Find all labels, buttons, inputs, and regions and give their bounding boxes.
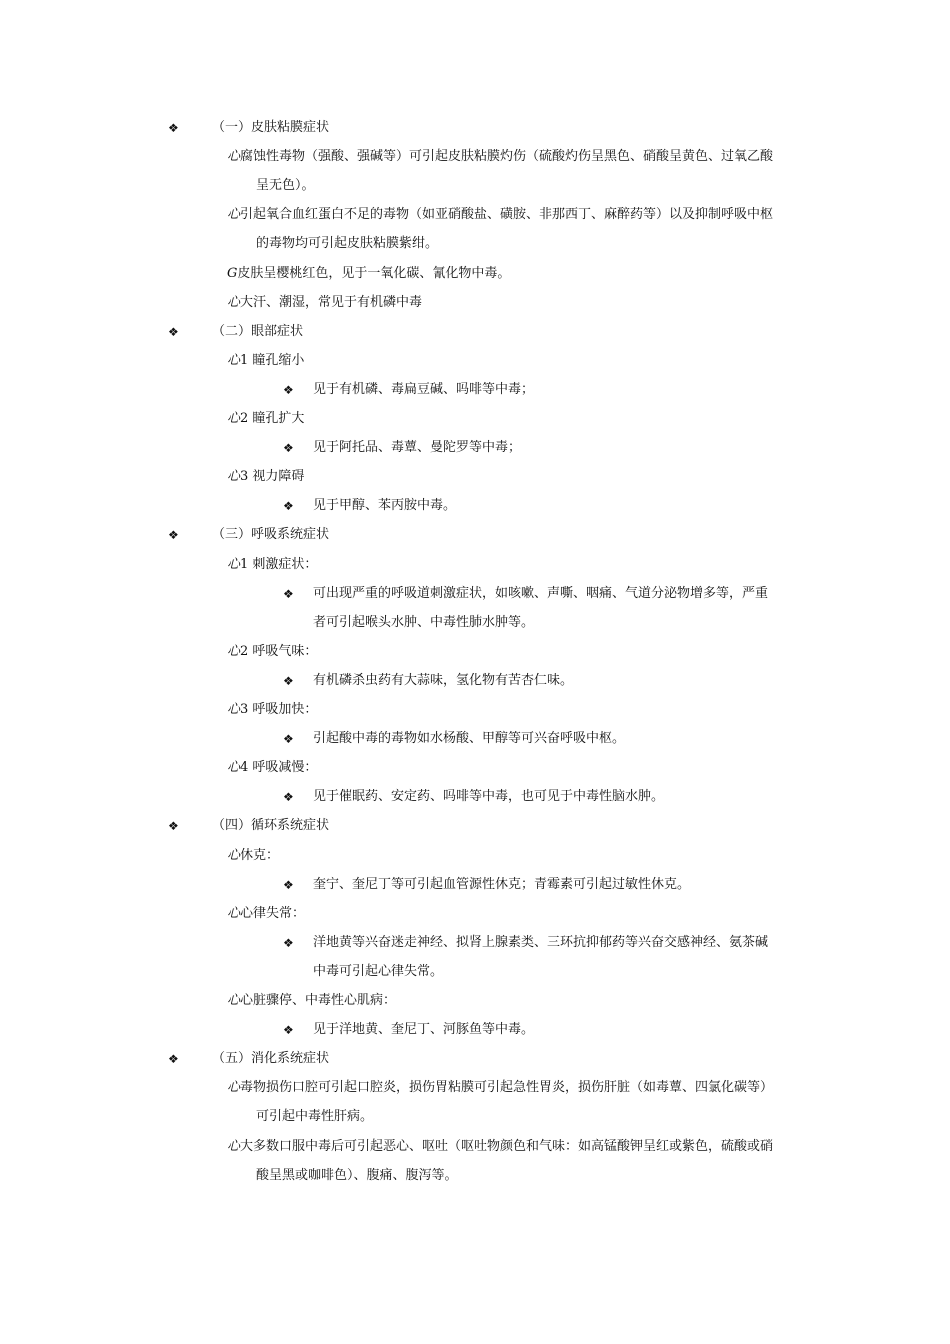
item-marker: 心 — [227, 993, 241, 1008]
item-marker: 心 — [227, 207, 241, 222]
item-text: 毒物损伤口腔可引起口腔炎，损伤胃粘膜可引起急性胃炎，损伤肝脏（如毒蕈、四氯化碳等） — [240, 1080, 774, 1095]
sub-item: 见于甲醇、苯丙胺中毒。 — [313, 498, 457, 513]
item-marker: G — [227, 266, 238, 281]
sub-item: 见于洋地黄、奎尼丁、河豚鱼等中毒。 — [313, 1022, 535, 1037]
diamond-bullet-icon: ❖ — [283, 1023, 294, 1037]
item-marker: 心 — [227, 149, 241, 164]
diamond-bullet-icon: ❖ — [283, 383, 294, 397]
diamond-bullet-icon: ❖ — [283, 499, 294, 513]
section-heading: （四）循环系统症状 — [212, 818, 330, 833]
list-item-label — [227, 557, 317, 573]
list-item-continuation: 呈无色）。 — [256, 178, 315, 193]
diamond-bullet-icon: ❖ — [168, 1052, 179, 1066]
item-marker: 心 — [227, 295, 241, 310]
item-marker: 心 — [227, 557, 241, 572]
sub-item: 见于催眠药、安定药、吗啡等中毒，也可见于中毒性脑水肿。 — [313, 789, 665, 804]
item-text: 大多数口服中毒后可引起恶心、呕吐（呕吐物颜色和气味：如高锰酸钾呈红或紫色，硫酸或硝 — [240, 1139, 774, 1154]
item-text: 4 呼吸减慢： — [240, 760, 318, 775]
item-text: 引起氧合血红蛋白不足的毒物（如亚硝酸盐、磺胺、非那西丁、麻醉药等）以及抑制呼吸中枢 — [240, 207, 774, 222]
item-text: 心脏骤停、中毒性心肌病： — [240, 993, 397, 1008]
section-heading: （五）消化系统症状 — [212, 1051, 330, 1066]
item-text: 3 视力障碍 — [240, 469, 305, 484]
item-text: 1 瞳孔缩小 — [240, 353, 305, 368]
diamond-bullet-icon: ❖ — [283, 674, 294, 688]
list-item-label — [227, 848, 279, 864]
diamond-bullet-icon: ❖ — [168, 325, 179, 339]
list-item — [227, 149, 773, 165]
sub-item: 奎宁、奎尼丁等可引起血管源性休克；青霉素可引起过敏性休克。 — [313, 877, 691, 892]
list-item-label — [227, 644, 317, 660]
list-item — [227, 1139, 773, 1155]
diamond-bullet-icon: ❖ — [168, 528, 179, 542]
section-heading: （二）眼部症状 — [212, 324, 304, 339]
item-marker: 心 — [227, 760, 241, 775]
list-item-label — [227, 760, 317, 776]
list-item-label — [227, 906, 305, 922]
sub-item: 引起酸中毒的毒物如水杨酸、甲醇等可兴奋呼吸中枢。 — [313, 731, 626, 746]
diamond-bullet-icon: ❖ — [283, 732, 294, 746]
item-marker: 心 — [227, 702, 241, 717]
section-heading: （三）呼吸系统症状 — [212, 527, 330, 542]
diamond-bullet-icon: ❖ — [283, 878, 294, 892]
list-item — [227, 1080, 773, 1096]
item-text: 大汗、潮湿，常见于有机磷中毒 — [240, 295, 423, 310]
list-item-label — [227, 993, 396, 1009]
sub-item: 见于有机磷、毒扁豆碱、吗啡等中毒； — [313, 382, 535, 397]
item-text: 2 呼吸气味： — [240, 644, 318, 659]
item-marker: 心 — [227, 1080, 241, 1095]
diamond-bullet-icon: ❖ — [283, 441, 294, 455]
item-marker: 心 — [227, 906, 241, 921]
diamond-bullet-icon: ❖ — [283, 936, 294, 950]
sub-item: 见于阿托品、毒蕈、曼陀罗等中毒； — [313, 440, 522, 455]
item-marker: 心 — [227, 353, 241, 368]
diamond-bullet-icon: ❖ — [283, 587, 294, 601]
list-item-label — [227, 469, 304, 485]
item-text: 2 瞳孔扩大 — [240, 411, 305, 426]
sub-item: 洋地黄等兴奋迷走神经、拟肾上腺素类、三环抗抑郁药等兴奋交感神经、氨茶碱 — [313, 935, 769, 950]
diamond-bullet-icon: ❖ — [168, 121, 179, 135]
section-heading: （一）皮肤粘膜症状 — [212, 120, 330, 135]
sub-item-continuation: 中毒可引起心律失常。 — [313, 964, 444, 979]
item-text: 3 呼吸加快： — [240, 702, 318, 717]
list-item-continuation: 的毒物均可引起皮肤粘膜紫绀。 — [256, 236, 439, 251]
sub-item: 有机磷杀虫药有大蒜味，氢化物有苦杏仁味。 — [313, 673, 574, 688]
list-item — [227, 207, 773, 223]
item-marker: 心 — [227, 1139, 241, 1154]
item-marker: 心 — [227, 644, 241, 659]
item-marker: 心 — [227, 848, 241, 863]
item-text: 皮肤呈樱桃红色，见于一氧化碳、氰化物中毒。 — [237, 266, 511, 281]
item-text: 休克： — [240, 848, 280, 863]
item-text: 心律失常： — [240, 906, 306, 921]
list-item-continuation: 可引起中毒性肝病。 — [256, 1109, 374, 1124]
item-text: 1 刺激症状： — [240, 557, 318, 572]
item-marker: 心 — [227, 469, 241, 484]
list-item — [227, 295, 422, 311]
item-text: 腐蚀性毒物（强酸、强碱等）可引起皮肤粘膜灼伤（硫酸灼伤呈黑色、硝酸呈黄色、过氧乙酸 — [240, 149, 774, 164]
diamond-bullet-icon: ❖ — [283, 790, 294, 804]
sub-item-continuation: 者可引起喉头水肿、中毒性肺水肿等。 — [313, 615, 535, 630]
list-item-continuation: 酸呈黑或咖啡色）、腹痛、腹泻等。 — [256, 1168, 458, 1183]
sub-item: 可出现严重的呼吸道刺激症状，如咳嗽、声嘶、咽痛、气道分泌物增多等，严重 — [313, 586, 769, 601]
list-item — [227, 266, 510, 282]
list-item-label — [227, 353, 304, 369]
item-marker: 心 — [227, 411, 241, 426]
list-item-label — [227, 702, 317, 718]
diamond-bullet-icon: ❖ — [168, 819, 179, 833]
list-item-label — [227, 411, 304, 427]
